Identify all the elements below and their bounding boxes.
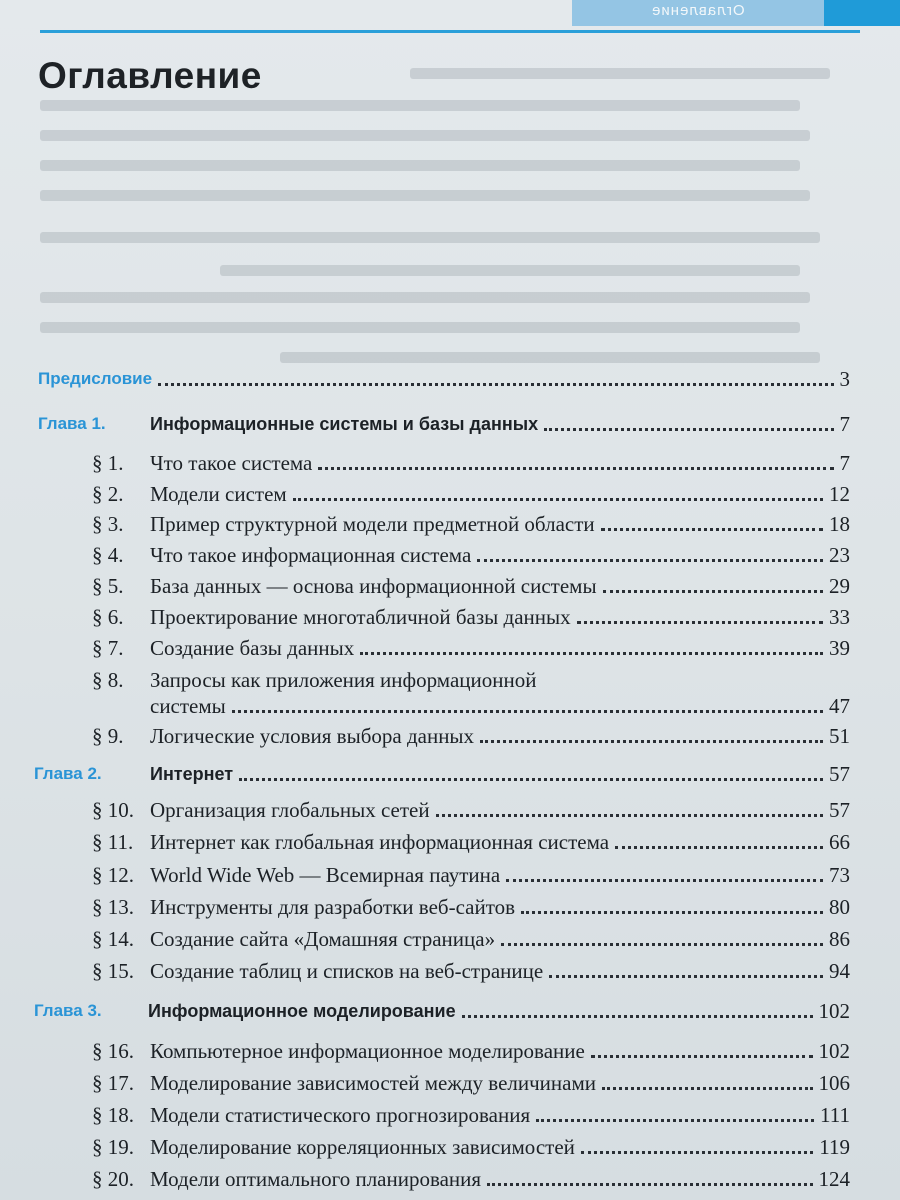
dot-leader: [602, 1087, 813, 1090]
dot-leader: [318, 467, 833, 470]
toc-entry-line: [150, 1070, 850, 1096]
dot-leader: [462, 1015, 813, 1018]
page-number: 29: [829, 574, 850, 598]
toc-entry-line: [150, 797, 850, 823]
section-title: Модели статистического прогнозирования: [150, 1103, 531, 1127]
section-number: § 7.: [92, 636, 124, 660]
section-title: Пример структурной модели предметной области: [150, 512, 595, 536]
chapter-title: Информационные системы и базы данных: [150, 414, 539, 434]
section-title: Создание таблиц и списков на веб-странице: [150, 959, 544, 983]
section-title-line1: Запросы как приложения информационной: [150, 668, 537, 692]
dot-leader: [581, 1151, 813, 1154]
section-title: Организация глобальных сетей: [150, 798, 430, 822]
dot-leader: [506, 879, 823, 882]
toc-row-section: [0, 1166, 900, 1192]
page-number: 18: [829, 512, 850, 536]
toc-row-section: [0, 1038, 900, 1064]
section-number: § 17.: [92, 1071, 134, 1095]
section-number: § 5.: [92, 574, 124, 598]
section-title: Инструменты для разработки веб-сайтов: [150, 895, 516, 919]
dot-leader: [536, 1119, 814, 1122]
dot-leader: [549, 975, 823, 978]
section-number: § 9.: [92, 724, 124, 748]
dot-leader: [477, 559, 823, 562]
chapter-number: Глава 3.: [34, 1001, 102, 1020]
page-number: 111: [820, 1103, 850, 1127]
section-title: Моделирование корреляционных зависимостей: [150, 1135, 575, 1159]
section-title-line2: системы: [150, 694, 226, 718]
toc-row-chapter: [0, 761, 900, 787]
section-number: § 16.: [92, 1039, 134, 1063]
toc-row-section: [0, 1070, 900, 1096]
section-number: § 13.: [92, 895, 134, 919]
section-title: База данных — основа информационной системы: [150, 574, 597, 598]
dot-leader: [436, 814, 823, 817]
chapter-number: Глава 1.: [38, 414, 106, 433]
toc-row-preface: [0, 366, 900, 392]
dot-leader: [232, 710, 823, 713]
dot-leader: [480, 740, 823, 743]
page-number: 119: [819, 1135, 850, 1159]
toc-row-section: [0, 511, 900, 537]
toc-row-section: [0, 926, 900, 952]
toc-entry-line: [150, 542, 850, 568]
chapter-number: Глава 2.: [34, 764, 102, 783]
toc-row-chapter: [0, 411, 900, 437]
toc-row-section: [0, 604, 900, 630]
preface-label: Предисловие: [38, 369, 153, 388]
toc-entry-line: [148, 998, 850, 1024]
section-number: § 12.: [92, 863, 134, 887]
toc-entry-line: [150, 1134, 850, 1160]
section-title: Логические условия выбора данных: [150, 724, 475, 748]
section-title: Создание базы данных: [150, 636, 355, 660]
page-number: 66: [829, 830, 850, 854]
toc-row-section: [0, 573, 900, 599]
page-number: 47: [829, 694, 850, 718]
section-number: § 14.: [92, 927, 134, 951]
page-number: 80: [829, 895, 850, 919]
section-title: Проектирование многотабличной базы данных: [150, 605, 571, 629]
dot-leader: [577, 621, 823, 624]
toc-row-section: [0, 958, 900, 984]
section-title: Компьютерное информационное моделирование: [150, 1039, 585, 1063]
toc-row-section: [0, 723, 900, 749]
section-title: Что такое система: [150, 451, 313, 475]
dot-leader: [591, 1055, 813, 1058]
section-number: § 1.: [92, 451, 124, 475]
dot-leader: [544, 428, 833, 431]
section-title: Модели систем: [150, 482, 287, 506]
dot-leader: [487, 1183, 812, 1186]
page-number: 7: [839, 412, 850, 436]
toc-row-section: [0, 1102, 900, 1128]
section-number: § 6.: [92, 605, 124, 629]
dot-leader: [615, 846, 823, 849]
toc-entry-line: [150, 894, 850, 920]
page-number: 86: [829, 927, 850, 951]
dot-leader: [360, 652, 823, 655]
section-title: World Wide Web — Всемирная паутина: [150, 863, 501, 887]
toc-entry-line: [150, 761, 850, 787]
toc-entry-line: [150, 723, 850, 749]
toc-row-section: [0, 542, 900, 568]
page-number: 94: [829, 959, 850, 983]
section-title: Создание сайта «Домашняя страница»: [150, 927, 496, 951]
page-number: 73: [829, 863, 850, 887]
toc-row-section: [0, 667, 900, 719]
chapter-title: Интернет: [150, 764, 234, 784]
dot-leader: [239, 778, 823, 781]
dot-leader: [501, 943, 823, 946]
page-number: 7: [839, 451, 850, 475]
section-number: § 2.: [92, 482, 124, 506]
page-number: 33: [829, 605, 850, 629]
section-number: § 4.: [92, 543, 124, 567]
toc-entry-line: [38, 366, 850, 392]
section-number: § 8.: [92, 668, 124, 692]
section-title: Интернет как глобальная информационная система: [150, 830, 610, 854]
toc-entry-line: [150, 1166, 850, 1192]
toc-row-chapter: [0, 998, 900, 1024]
toc-row-section: [0, 862, 900, 888]
dot-leader: [293, 498, 823, 501]
section-number: § 11.: [92, 830, 134, 854]
section-title: Моделирование зависимостей между величинами: [150, 1071, 596, 1095]
page-number: 102: [818, 1039, 850, 1063]
running-header-text: Оглавление: [651, 2, 745, 19]
toc-entry-line: [150, 1102, 850, 1128]
page-number: 124: [818, 1167, 850, 1191]
toc-row-section: [0, 635, 900, 661]
toc-entry-line: [150, 604, 850, 630]
page-number: 57: [829, 762, 850, 786]
section-number: § 15.: [92, 959, 134, 983]
page-number: 51: [829, 724, 850, 748]
toc-entry-line: [150, 926, 850, 952]
toc-row-section: [0, 481, 900, 507]
dot-leader: [158, 383, 833, 386]
toc-entry-line: [150, 511, 850, 537]
section-title: Что такое информационная система: [150, 543, 472, 567]
dot-leader: [521, 911, 823, 914]
toc-entry-line: [150, 829, 850, 855]
section-number: § 3.: [92, 512, 124, 536]
toc-entry-line: [150, 862, 850, 888]
page-number: 106: [818, 1071, 850, 1095]
section-number: § 19.: [92, 1135, 134, 1159]
section-number: § 18.: [92, 1103, 134, 1127]
toc-entry-line: [150, 573, 850, 599]
page-number: 39: [829, 636, 850, 660]
page-number: 102: [818, 999, 850, 1023]
chapter-title: Информационное моделирование: [148, 1001, 456, 1021]
toc-entry-line: [150, 481, 850, 507]
page-title: Оглавление: [38, 55, 262, 96]
toc-row-section: [0, 450, 900, 476]
toc-entry-line: [150, 1038, 850, 1064]
page-number: 57: [829, 798, 850, 822]
toc-row-section: [0, 1134, 900, 1160]
toc-row-section: [0, 797, 900, 823]
toc-row-section: [0, 894, 900, 920]
page-number: 23: [829, 543, 850, 567]
toc-entry-line: [150, 411, 850, 437]
toc-row-section: [0, 829, 900, 855]
page-number: 3: [839, 367, 850, 391]
section-number: § 20.: [92, 1167, 134, 1191]
toc-entry-line: [150, 450, 850, 476]
page-number: 12: [829, 482, 850, 506]
toc-entry-line: [150, 958, 850, 984]
section-number: § 10.: [92, 798, 134, 822]
section-title: Модели оптимального планирования: [150, 1167, 482, 1191]
toc-entry-line: [150, 693, 850, 719]
dot-leader: [601, 528, 823, 531]
toc-entry-line: [150, 635, 850, 661]
dot-leader: [603, 590, 823, 593]
